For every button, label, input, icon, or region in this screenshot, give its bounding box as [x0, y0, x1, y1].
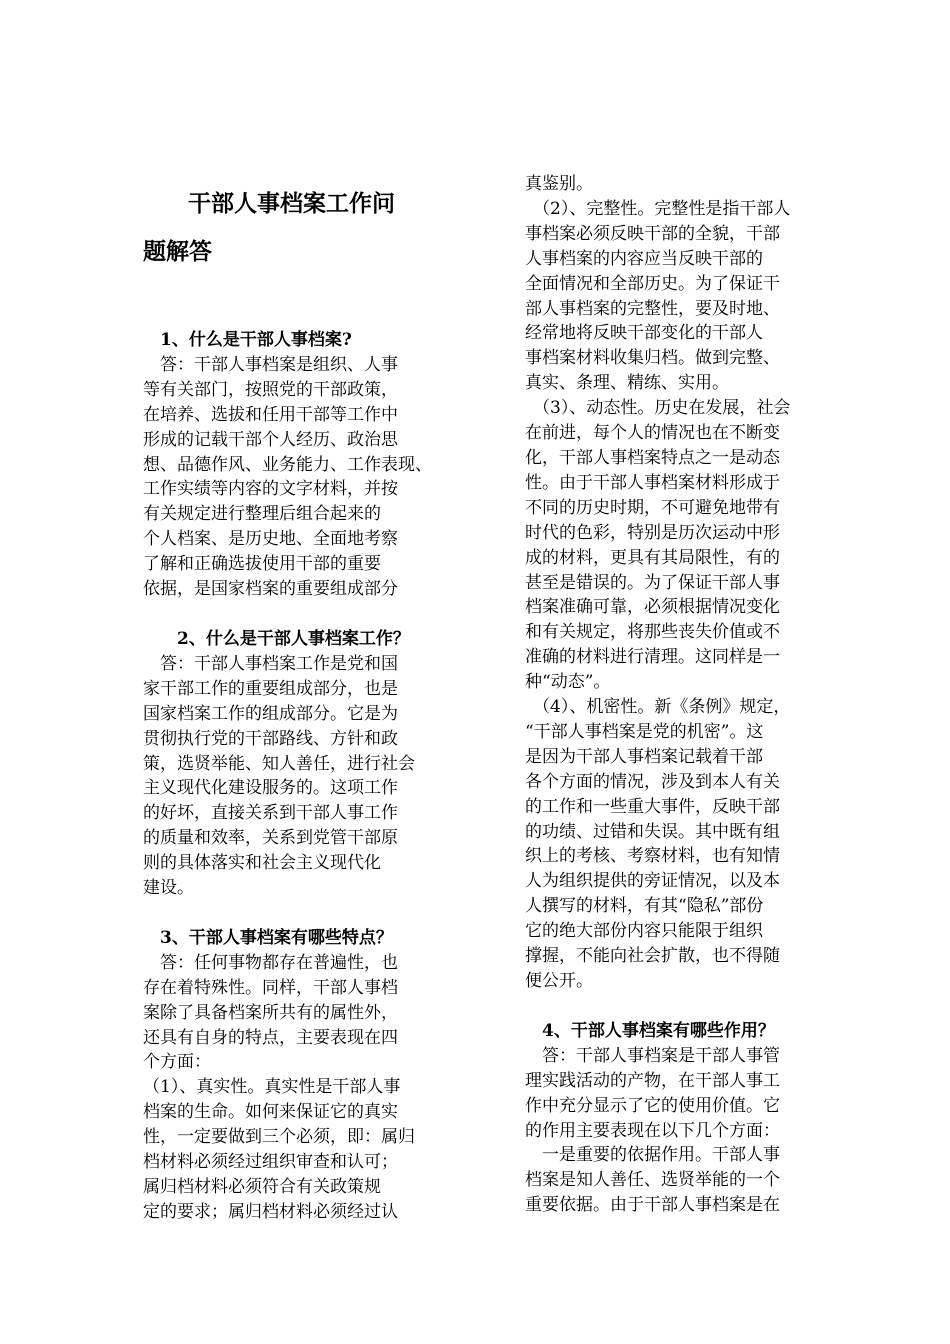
text-line: 部人事档案的完整性，要及时地、 — [525, 298, 780, 319]
text-line: 了解和正确选拔使用干部的重要 — [143, 554, 381, 575]
text-line: 答：任何事物都存在普遍性，也 — [160, 952, 398, 973]
answer-3-point-4 — [525, 695, 815, 994]
text-line: 答：干部人事档案工作是党和国 — [160, 653, 398, 674]
text-line: 便公开。 — [525, 971, 593, 991]
text-line: 个方面： — [143, 1052, 211, 1073]
answer-4-point-1 — [525, 1143, 815, 1218]
text-line: 有关规定进行整理后组合起来的 — [143, 504, 381, 525]
text-line: 等有关部门，按照党的干部政策， — [143, 379, 398, 400]
title-line-1: 干部人事档案工作问 — [188, 190, 395, 217]
text-line: 人为组织提供的旁证情况，以及本 — [525, 871, 780, 892]
answer-1 — [143, 353, 443, 602]
text-line: 人事档案的内容应当反映干部的 — [525, 248, 763, 269]
answer-4 — [525, 1044, 815, 1144]
text-line: 档案是知人善任、选贤举能的一个 — [525, 1170, 780, 1191]
text-line: （3）、动态性。历史在发展，社会 — [533, 398, 791, 419]
answer-3-point-1 — [143, 1075, 443, 1224]
text-line: “干部人事档案是党的机密”。这 — [525, 721, 764, 742]
text-line: 还具有自身的特点，主要表现在四 — [143, 1027, 398, 1048]
document-title — [143, 180, 443, 276]
text-line: 定的要求；属归档材料必须经过认 — [143, 1201, 398, 1222]
text-line: 的功绩、过错和失误。其中既有组 — [525, 821, 780, 842]
text-line: 人撰写的材料，有其“隐私”部份 — [525, 896, 764, 917]
text-line: 档案的生命。如何来保证它的真实 — [143, 1102, 398, 1123]
text-line: 不同的历史时期，不可避免地带有 — [525, 497, 780, 518]
text-line: 它的绝大部份内容只能限于组织 — [525, 921, 763, 942]
text-line: 化，干部人事档案特点之一是动态 — [525, 447, 780, 468]
text-line: 依据，是国家档案的重要组成部分 — [143, 579, 398, 600]
answer-3 — [143, 951, 443, 1076]
title-line-2: 题解答 — [143, 238, 212, 265]
answer-3-point-2 — [525, 197, 815, 396]
text-line: 主义现代化建设服务的。这项工作 — [143, 778, 398, 799]
text-line: 形成的记载干部个人经历、政治思 — [143, 429, 398, 450]
text-line: 作中充分显示了它的使用价值。它 — [525, 1095, 780, 1116]
text-line: 重要依据。由于干部人事档案是在 — [525, 1195, 780, 1216]
text-line: 全面情况和全部历史。为了保证干 — [525, 273, 780, 294]
text-line: 存在着特殊性。同样，干部人事档 — [143, 977, 398, 998]
text-line: 国家档案工作的组成部分。它是为 — [143, 703, 398, 724]
text-line: 是因为干部人事档案记载着干部 — [525, 746, 763, 767]
text-line: 事档案必须反映干部的全貌，干部 — [525, 223, 780, 244]
text-line: 建设。 — [143, 878, 194, 899]
text-line: 准确的材料进行清理。这同样是一 — [525, 647, 780, 668]
text-line: 属归档材料必须符合有关政策规 — [143, 1177, 381, 1197]
text-line: 成的材料，更具有其局限性，有的 — [525, 547, 780, 568]
continued-text-line: 真鉴别。 — [525, 174, 593, 194]
question-3-heading: 3、干部人事档案有哪些特点？ — [160, 927, 393, 948]
text-line: 案除了具备档案所共有的属性外， — [143, 1002, 398, 1023]
text-line: 种“动态”。 — [525, 672, 611, 693]
text-line: 性。由于干部人事档案材料形成于 — [525, 472, 780, 493]
text-line: 家干部工作的重要组成部分，也是 — [143, 678, 398, 699]
text-line: 档材料必须经过组织审查和认可； — [143, 1152, 398, 1173]
left-column — [143, 180, 443, 1225]
text-line: 答：干部人事档案是干部人事管 — [542, 1045, 780, 1066]
text-line: 经常地将反映干部变化的干部人 — [525, 323, 763, 344]
text-line: 各个方面的情况，涉及到本人有关 — [525, 771, 780, 792]
text-line: （1）、真实性。真实性是干部人事 — [143, 1077, 401, 1098]
text-line: （2）、完整性。完整性是指干部人 — [533, 198, 791, 219]
text-line: （4）、机密性。新《条例》规定， — [533, 697, 791, 718]
right-column — [525, 172, 815, 1218]
answer-2 — [143, 652, 443, 901]
text-line: 性，一定要做到三个必须，即：属归 — [143, 1127, 415, 1148]
text-line: 个人档案、是历史地、全面地考察 — [143, 529, 398, 550]
text-line: 事档案材料收集归档。做到完整、 — [525, 348, 780, 369]
question-1-heading: 1、什么是干部人事档案? — [160, 330, 352, 350]
text-line: 在培养、选拔和任用干部等工作中 — [143, 404, 398, 425]
text-line: 理实践活动的产物，在干部人事工 — [525, 1070, 780, 1091]
text-line: 的质量和效率，关系到党管干部原 — [143, 828, 398, 849]
question-2-heading: 2、什么是干部人事档案工作？ — [177, 628, 410, 649]
text-line: 策，选贤举能、知人善任，进行社会 — [143, 753, 415, 774]
text-line: 则的具体落实和社会主义现代化 — [143, 853, 381, 874]
text-line: 想、品德作风、业务能力、工作表现、 — [143, 454, 432, 475]
question-4-heading: 4、干部人事档案有哪些作用？ — [542, 1020, 775, 1041]
text-line: 撑握，不能向社会扩散，也不得随 — [525, 946, 780, 967]
text-line: 档案准确可靠，必须根据情况变化 — [525, 597, 780, 618]
text-line: 答：干部人事档案是组织、人事 — [160, 354, 398, 375]
text-line: 和有关规定，将那些丧失价值或不 — [525, 622, 780, 643]
text-line: 真实、条理、精练、实用。 — [525, 373, 729, 394]
text-line: 贯彻执行党的干部路线、方针和政 — [143, 728, 398, 749]
text-line: 在前进，每个人的情况也在不断变 — [525, 423, 780, 444]
text-line: 工作实绩等内容的文字材料，并按 — [143, 479, 398, 500]
answer-3-point-3 — [525, 396, 815, 695]
text-line: 的好坏，直接关系到干部人事工作 — [143, 803, 398, 824]
text-line: 甚至是错误的。为了保证干部人事 — [525, 572, 780, 593]
text-line: 织上的考核、考察材料，也有知情 — [525, 846, 780, 867]
text-line: 的工作和一些重大事件，反映干部 — [525, 796, 780, 817]
text-line: 时代的色彩，特别是历次运动中形 — [525, 522, 780, 543]
text-line: 一是重要的依据作用。干部人事 — [542, 1145, 780, 1166]
text-line: 的作用主要表现在以下几个方面： — [525, 1120, 780, 1141]
